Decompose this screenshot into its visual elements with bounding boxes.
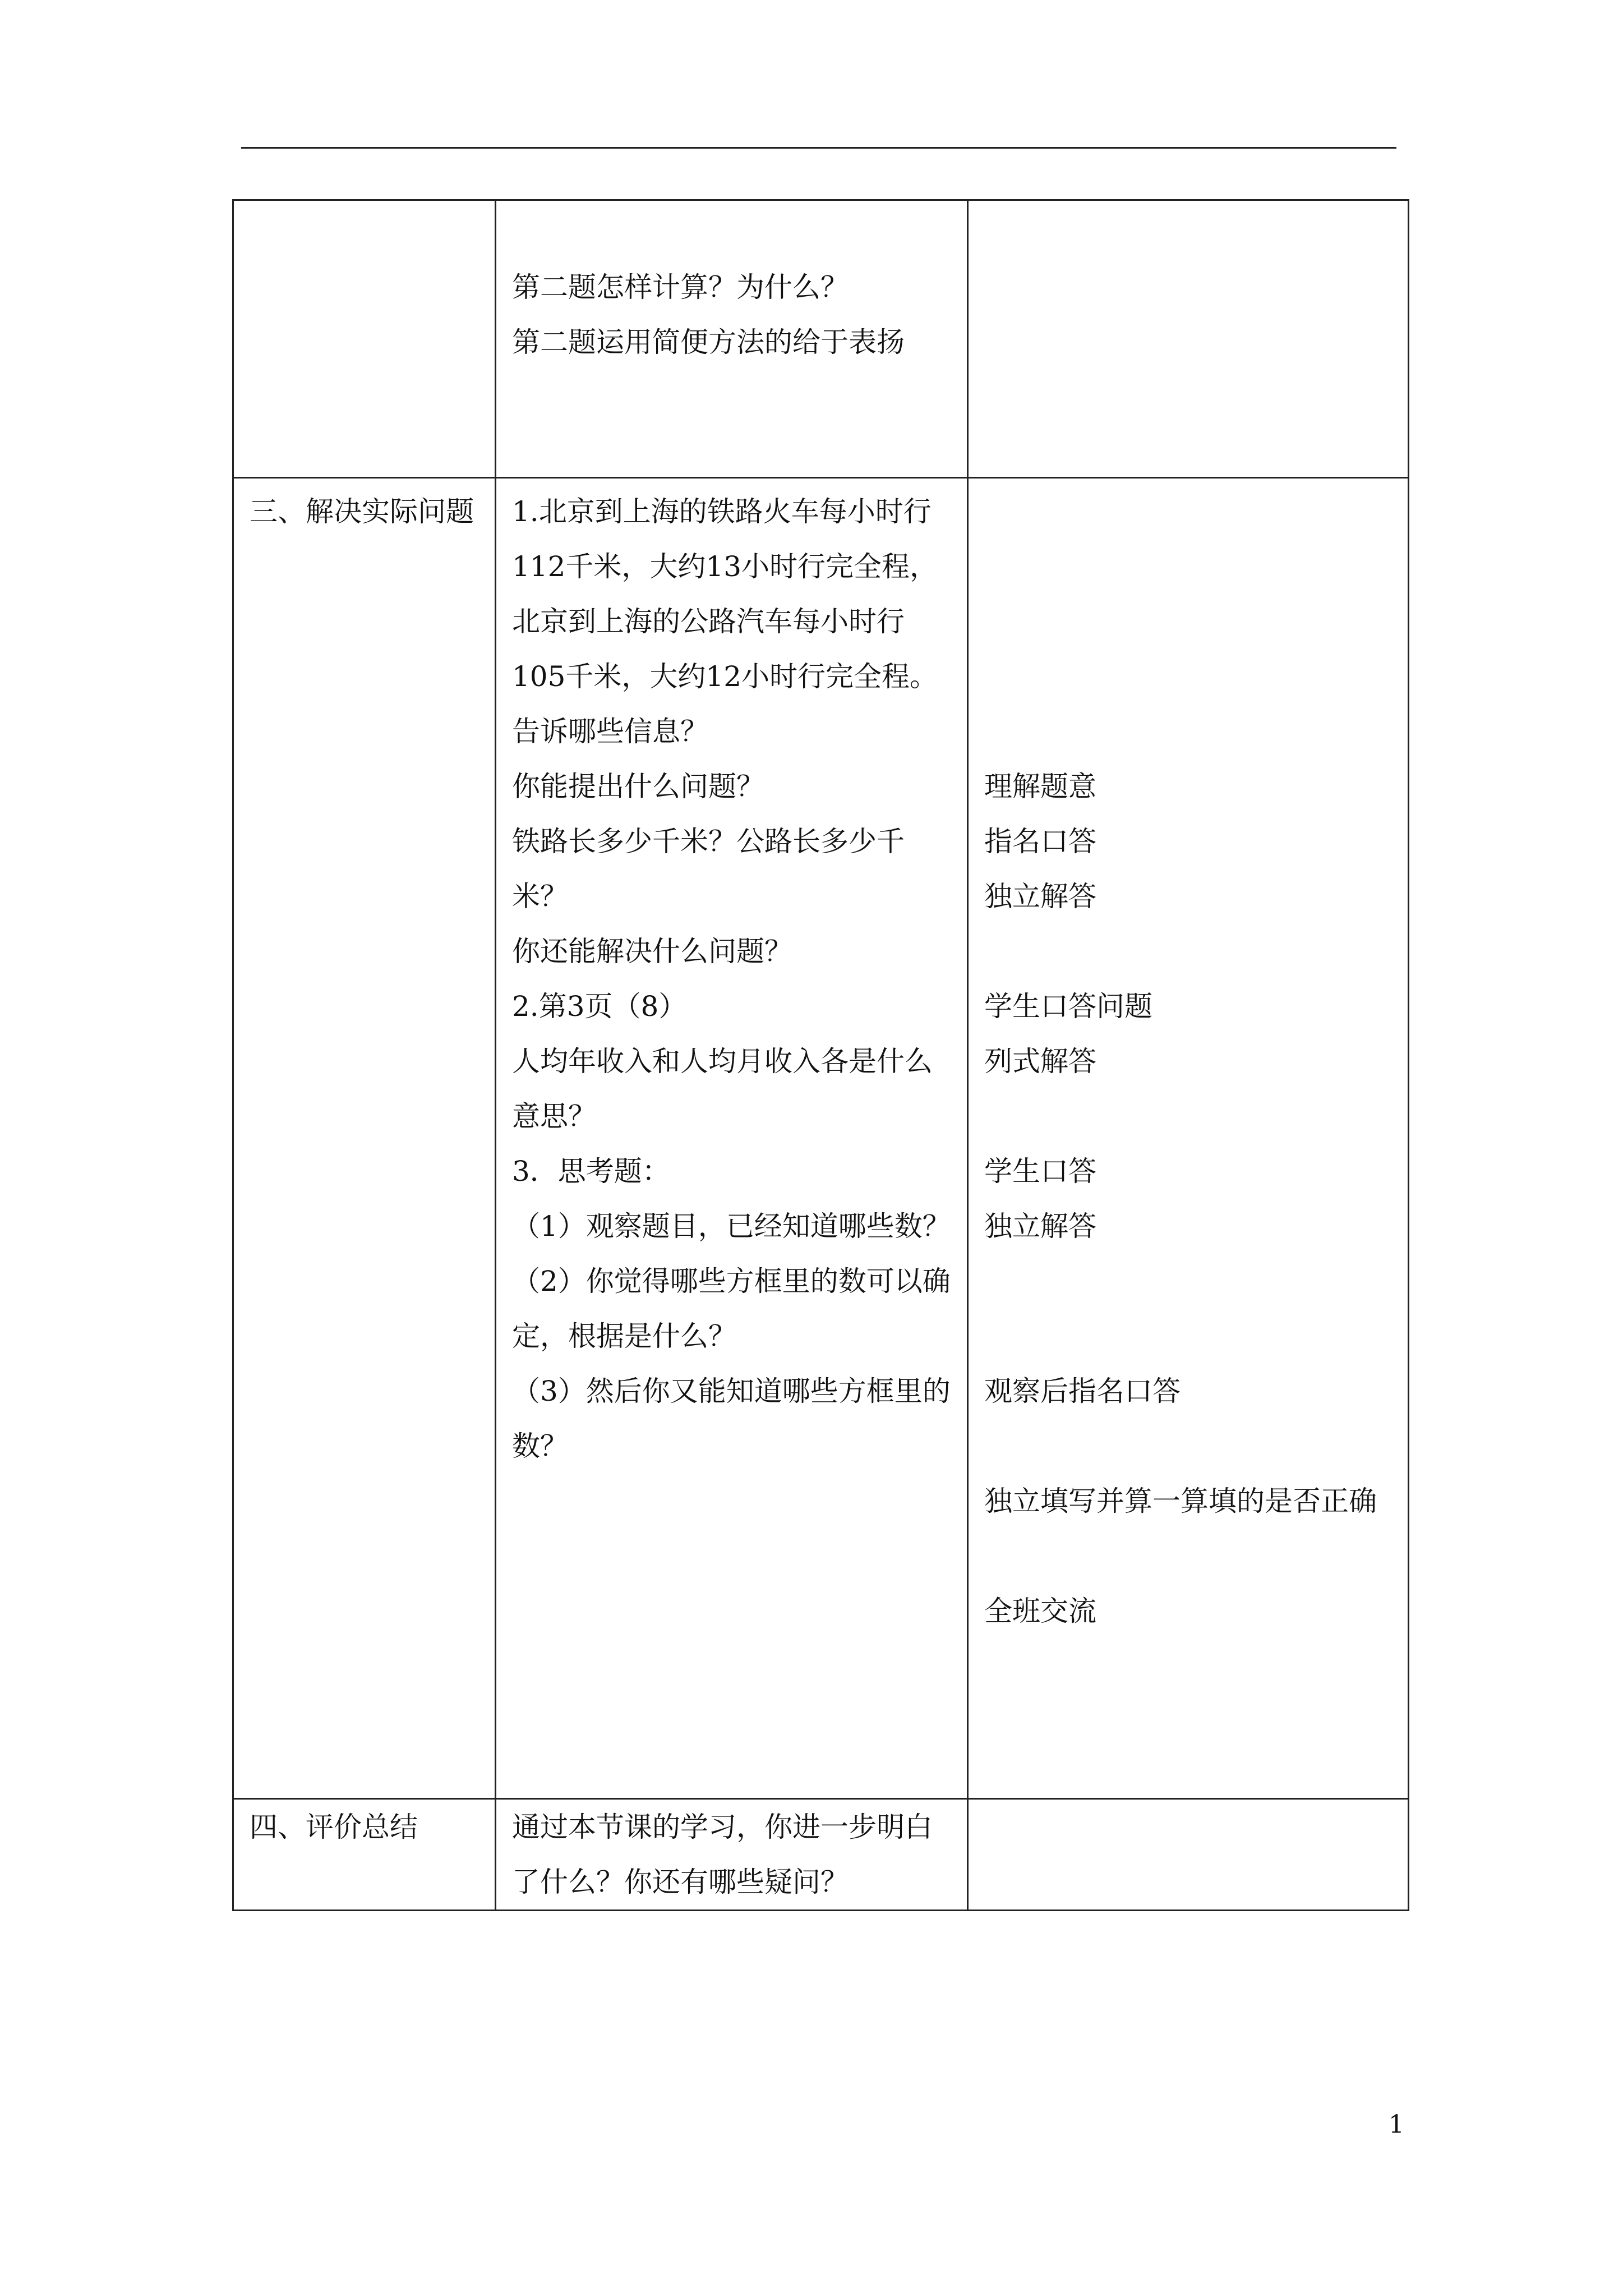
teacher-line: 北京到上海的公路汽车每小时行 — [512, 605, 905, 638]
teacher-line: 2.第3页（8） — [512, 990, 687, 1023]
teacher-line: 105千米，大约12小时行完全程。 — [512, 660, 938, 693]
teacher-line: 铁路长多少千米？公路长多少千 — [512, 825, 905, 858]
student-line: 学生口答 — [984, 1155, 1096, 1188]
teacher-line: 米？ — [512, 880, 568, 913]
teacher-line: 意思？ — [512, 1100, 596, 1133]
student-line: 理解题意 — [984, 770, 1096, 803]
student-line: 观察后指名口答 — [984, 1375, 1181, 1407]
student-line: 独立解答 — [984, 1210, 1096, 1243]
student-line: 全班交流 — [984, 1595, 1096, 1627]
page-number: 1 — [1389, 2110, 1404, 2139]
student-line: 独立解答 — [984, 880, 1096, 913]
teacher-line: 人均年收入和人均月收入各是什么 — [512, 1045, 933, 1078]
teacher-line: 第二题运用简便方法的给于表扬 — [512, 326, 905, 358]
teacher-activity-cell — [496, 1799, 968, 1911]
student-line: 指名口答 — [984, 825, 1096, 858]
section-title: 四、评价总结 — [250, 1811, 418, 1843]
teacher-line: 第二题怎样计算？为什么？ — [512, 271, 849, 303]
teacher-activity-cell — [496, 200, 968, 478]
section-cell — [233, 1799, 496, 1911]
teacher-line: 你能提出什么问题？ — [512, 770, 764, 803]
student-activity-cell — [968, 1799, 1409, 1911]
teacher-line: 112千米，大约13小时行完全程， — [512, 550, 938, 583]
table-row — [233, 1799, 1409, 1911]
teacher-line: 定，根据是什么？ — [512, 1320, 736, 1352]
section-cell — [233, 200, 496, 478]
teacher-line: 数？ — [512, 1430, 568, 1462]
student-activity-cell — [968, 478, 1409, 1799]
teacher-line: 你还能解决什么问题？ — [512, 935, 792, 968]
teacher-activity-cell — [496, 478, 968, 1799]
header-rule — [241, 147, 1396, 149]
teacher-line: 1.北京到上海的铁路火车每小时行 — [512, 495, 932, 528]
table-row — [233, 200, 1409, 478]
student-activity-cell — [968, 200, 1409, 478]
section-title — [250, 260, 488, 315]
section-title: 三、解决实际问题 — [250, 495, 474, 528]
teacher-line: 了什么？你还有哪些疑问？ — [512, 1866, 849, 1898]
teacher-line: （1）观察题目，已经知道哪些数？ — [512, 1210, 951, 1243]
teacher-line: 告诉哪些信息？ — [512, 715, 708, 748]
teacher-line: （2）你觉得哪些方框里的数可以确 — [512, 1265, 951, 1297]
section-cell — [233, 478, 496, 1799]
student-line: 学生口答问题 — [984, 990, 1152, 1023]
lesson-plan-table — [232, 199, 1409, 1911]
teacher-line: 通过本节课的学习，你进一步明白 — [512, 1811, 933, 1843]
student-line: 独立填写并算一算填的是否正确 — [984, 1485, 1377, 1517]
student-line: 列式解答 — [984, 1045, 1096, 1078]
teacher-line: 3．思考题： — [512, 1155, 670, 1188]
table-row — [233, 478, 1409, 1799]
teacher-line: （3）然后你又能知道哪些方框里的 — [512, 1375, 951, 1407]
